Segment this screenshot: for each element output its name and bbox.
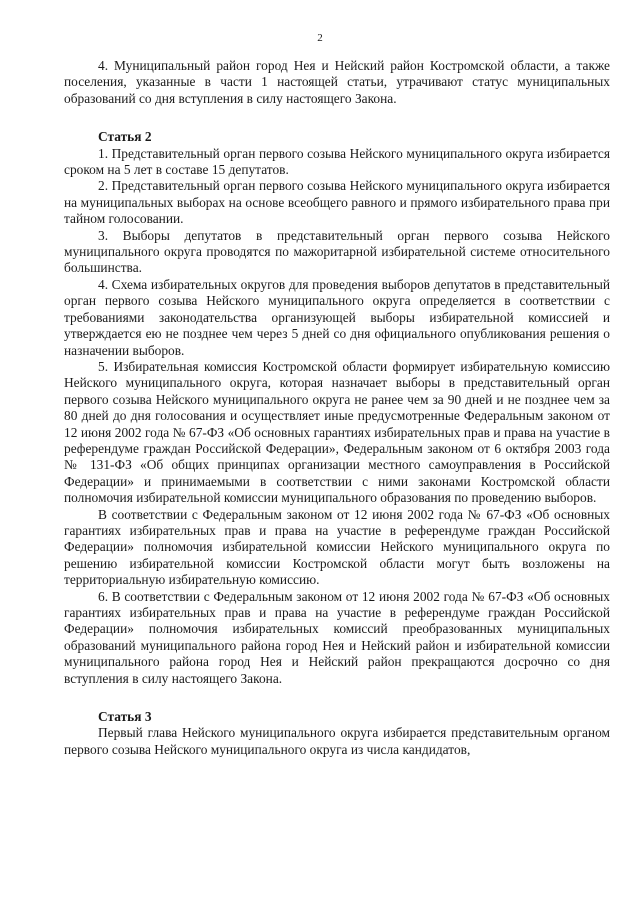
- article-2-paragraph-6: 6. В соответствии с Федеральным законом от 12 июня 2002 года № 67-ФЗ «Об основных гарантиях избирательных прав и права на участие в референдуме граждан Российской Федерации» полномочия избирательных комиссий преобразованных муниципальных образований муниципального района город Нея и Нейский район и избирательной комиссии муниципального района город Нея и Нейский район прекращаются досрочно со дня вступления в силу настоящего Закона.: [64, 588, 610, 686]
- paragraph-article1-part4: 4. Муниципальный район город Нея и Нейский район Костромской области, а также поселения, указанные в части 1 настоящей статьи, утрачивают статус муниципальных образований со дня вступления в силу настоящего Закона.: [64, 58, 610, 106]
- document-body: [64, 58, 610, 758]
- article-2-heading: Статья 2: [98, 129, 152, 145]
- article-3-paragraph-1: Первый глава Нейского муниципального округа избирается представительным органом первого созыва Нейского муниципального округа из числа кандидатов,: [64, 725, 610, 757]
- article-2-paragraph-1: 1. Представительный орган первого созыва Нейского муниципального округа избирается сроком на 5 лет в составе 15 депутатов.: [64, 145, 610, 178]
- article-2-paragraph-4: 4. Схема избирательных округов для проведения выборов депутатов в представительный орган первого созыва Нейского муниципального округа определяется в соответствии с требованиями законодательства организующей выборы избирательной комиссией и утверждается ею не позднее чем через 5 дней со дня официального опубликования решения о назначении выборов.: [64, 276, 610, 358]
- page-number: 2: [317, 32, 323, 44]
- article-2-paragraph-5: 5. Избирательная комиссия Костромской области формирует избирательную комиссию Нейского муниципального округа, которая назначает выборы в представительный орган первого созыва Нейского муниципального округа не ранее чем за 90 дней и не позднее чем за 80 дней до дня голосования и осуществляет иные предусмотренные Федеральным законом от 12 июня 2002 года № 67-ФЗ «Об основных гарантиях избирательных прав и права на участие в референдуме граждан Российской Федерации», Федеральным законом от 6 октября 2003 года № 131-ФЗ «Об общих принципах организации местного самоуправления в Российской Федерации» и принимаемыми в соответствии с ними законами Костромской области полномочия избирательной комиссии муниципального образования по проведению выборов.: [64, 358, 610, 506]
- article-2-paragraph-2: 2. Представительный орган первого созыва Нейского муниципального округа избирается на муниципальных выборах на основе всеобщего равного и прямого избирательного права при тайном голосовании.: [64, 178, 610, 227]
- article-3-heading: Статья 3: [98, 709, 152, 725]
- article-2-paragraph-5-continued: В соответствии с Федеральным законом от 12 июня 2002 года № 67-ФЗ «Об основных гарантиях избирательных прав и права на участие в референдуме граждан Российской Федерации» полномочия избирательной комиссии Нейского муниципального округа по решению избирательной комиссии Костромской области могут быть возложены на территориальную избирательную комиссию.: [64, 506, 610, 588]
- article-2-paragraph-3: 3. Выборы депутатов в представительный орган первого созыва Нейского муниципального округа проводятся по мажоритарной избирательной системе относительного большинства.: [64, 227, 610, 276]
